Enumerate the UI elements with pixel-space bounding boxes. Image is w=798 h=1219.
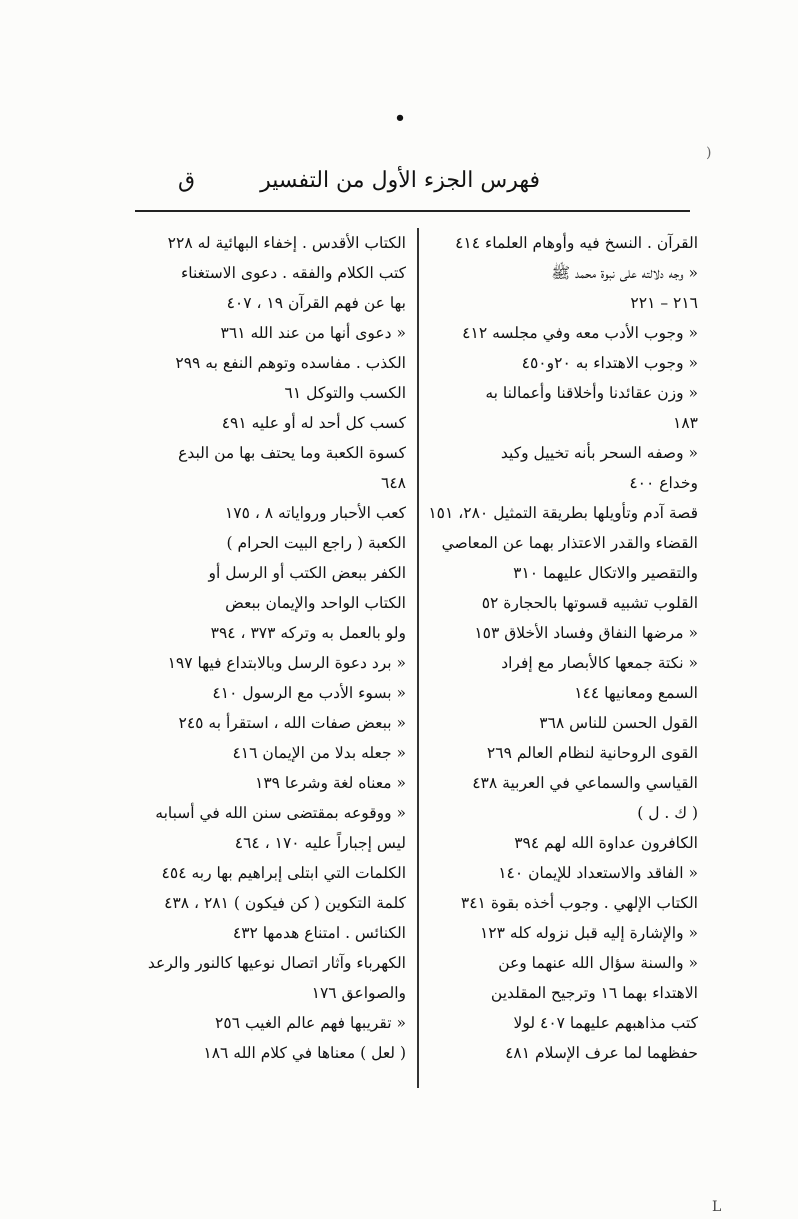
index-entry: « وجوب الأدب معه وفي مجلسه ٤١٢ [462,324,698,342]
index-entry: ( ك . ل ) [637,804,698,822]
index-entry: الاهتداء بهما ١٦ وترجيح المقلدين [490,984,698,1002]
index-entry: « بسوء الأدب مع الرسول ٤١٠ [212,684,406,702]
index-entry: « والسنة سؤال الله عنهما وعن [498,954,698,972]
index-entry: « جعله بدلا من الإيمان ٤١٦ [232,744,406,762]
index-entry: الكافرون عداوة الله لهم ٣٩٤ [514,834,698,852]
page-top-mark: • [394,108,406,129]
index-entry: السمع ومعانيها ١٤٤ [574,684,698,702]
index-entry: الكنائس . امتناع هدمها ٤٣٢ [232,924,406,942]
index-entry: الكتاب الواحد والإيمان ببعض [225,594,406,612]
right-column [420,228,698,1068]
index-entry: « الفاقد والاستعداد للإيمان ١٤٠ [498,864,698,882]
index-entry: القوى الروحانية لنظام العالم ٢٦٩ [486,744,698,762]
index-entry: القلوب تشبيه قسوتها بالحجارة ٥٢ [481,594,698,612]
index-entry: كتب الكلام والفقه . دعوى الاستغناء [180,264,406,282]
page-title: فهرس الجزء الأول من التفسير [260,168,540,193]
index-entry: ١٨٣ [673,414,698,432]
index-entry: « مرضها النفاق وفساد الأخلاق ١٥٣ [474,624,698,642]
index-entry: « تقريبها فهم عالم الغيب ٢٥٦ [215,1014,406,1032]
index-entry: وخداع ٤٠٠ [629,474,698,492]
index-entry: الكلمات التي ابتلى إبراهيم بها ربه ٤٥٤ [161,864,406,882]
index-entry: الكسب والتوكل ٦١ [284,384,406,402]
header-rule [135,210,690,212]
index-entry: كتب مذاهبهم عليهما ٤٠٧ لولا [513,1014,698,1032]
index-entry: الكتاب الأقدس . إخفاء البهائية له ٢٢٨ [167,234,406,252]
index-entry: الكفر ببعض الكتب أو الرسل أو [208,564,406,582]
index-entry: « وزن عقائدنا وأخلاقنا وأعمالنا به [485,384,698,402]
index-entry: « معناه لغة وشرعا ١٣٩ [255,774,406,792]
index-entry: حفظهما لما عرف الإسلام ٤٨١ [505,1044,698,1062]
index-entry: « ووقوعه بمقتضى سنن الله في أسبابه [155,804,406,822]
index-entry: ٦٤٨ [381,474,406,492]
index-entry: كعب الأحبار ورواياته ٨ ، ١٧٥ [224,504,406,522]
index-entry: القرآن . النسخ فيه وأوهام العلماء ٤١٤ [455,234,698,252]
index-entry: « وصفه السحر بأنه تخييل وكيد [500,444,698,462]
corner-mark: L [712,1199,722,1215]
column-divider [417,228,419,1088]
index-entry: كسب كل أحد له أو عليه ٤٩١ [221,414,406,432]
index-entry: « برد دعوة الرسل وبالابتداع فيها ١٩٧ [167,654,406,672]
index-entry: والصواعق ١٧٦ [311,984,406,1002]
index-entry: قصة آدم وتأويلها بطريقة التمثيل ٢٨٠، ١٥١ [428,504,698,522]
index-entry: ولو بالعمل به وتركه ٣٧٣ ، ٣٩٤ [210,624,406,642]
index-entry: الكتاب الإلهي . وجوب أخذه بقوة ٣٤١ [460,894,698,912]
index-entry: « نكتة جمعها كالأبصار مع إفراد [501,654,698,672]
index-entry: القياسي والسماعي في العربية ٤٣٨ [472,774,698,792]
index-entry: والتقصير والاتكال عليهما ٣١٠ [513,564,698,582]
index-entry: « والإشارة إليه قبل نزوله كله ١٢٣ [479,924,698,942]
index-entry: الكهرباء وآثار اتصال نوعيها كالنور والرعد [147,954,406,972]
left-column [128,228,406,1068]
index-entry: « وجه دلالته على نبوة محمد ﷺ [551,264,698,282]
index-entry: « دعوى أنها من عند الله ٣٦١ [220,324,406,342]
margin-mark: ( [706,145,712,161]
index-entry: « ببعض صفات الله ، استقرأ به ٢٤٥ [178,714,406,732]
index-entry: القول الحسن للناس ٣٦٨ [539,714,698,732]
index-entry: بها عن فهم القرآن ١٩ ، ٤٠٧ [226,294,406,312]
index-entry: ٢١٦ – ٢٢١ [630,294,698,312]
index-entry: الكعبة ( راجع البيت الحرام ) [226,534,406,552]
page-header [130,168,690,208]
index-entry: كلمة التكوين ( كن فيكون ) ٢٨١ ، ٤٣٨ [164,894,406,912]
index-entry: الكذب . مفاسده وتوهم النفع به ٢٩٩ [175,354,406,372]
index-entry: ( لعل ) معناها في كلام الله ١٨٦ [203,1044,406,1062]
index-entry: كسوة الكعبة وما يحتف بها من البدع [178,444,406,462]
index-entry: « وجوب الاهتداء به ٢٠و٤٥٠ [521,354,698,372]
index-entry: القضاء والقدر الاعتذار بهما عن المعاصي [441,534,698,552]
index-entry: ليس إجباراً عليه ١٧٠ ، ٤٦٤ [234,834,406,852]
section-letter: ق [178,168,196,193]
